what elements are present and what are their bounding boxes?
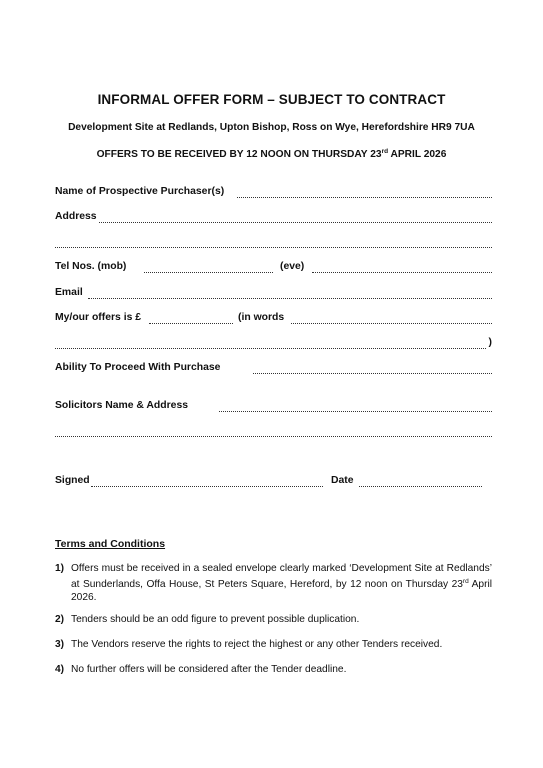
term-number: 4) bbox=[55, 664, 65, 675]
term-item bbox=[55, 638, 492, 652]
term-text: Tenders should be an odd figure to prevent possible duplication. bbox=[71, 614, 360, 625]
term-text: No further offers will be considered after the Tender deadline. bbox=[71, 664, 347, 675]
ability-field[interactable] bbox=[253, 373, 492, 374]
date-field[interactable] bbox=[359, 486, 482, 487]
offer-words-field[interactable] bbox=[291, 323, 492, 324]
purchaser-label: Name of Prospective Purchaser(s) bbox=[55, 186, 225, 197]
purchaser-row bbox=[55, 186, 492, 200]
term-number: 3) bbox=[55, 639, 65, 650]
deadline-ordinal: rd bbox=[381, 148, 389, 155]
ability-label: Ability To Proceed With Purchase bbox=[55, 362, 221, 373]
term-number: 2) bbox=[55, 614, 65, 625]
email-row bbox=[55, 287, 492, 301]
terms-heading: Terms and Conditions bbox=[55, 538, 166, 550]
form-title: INFORMAL OFFER FORM – SUBJECT TO CONTRACT bbox=[97, 92, 446, 107]
address-field[interactable] bbox=[99, 222, 492, 223]
term-item bbox=[55, 613, 492, 627]
date-label: Date bbox=[331, 475, 354, 486]
signed-label: Signed bbox=[55, 475, 90, 486]
offer-deadline bbox=[0, 148, 543, 160]
solicitors-row-2 bbox=[55, 425, 492, 439]
property-address: Development Site at Redlands, Upton Bishop, Ross on Wye, Herefordshire HR9 7UA bbox=[68, 122, 475, 133]
term-text: The Vendors reserve the rights to reject the highest or any other Tenders received. bbox=[71, 639, 443, 650]
offer-amount-field[interactable] bbox=[149, 323, 233, 324]
address-label: Address bbox=[55, 211, 97, 222]
tel-row bbox=[55, 261, 492, 275]
address-row bbox=[55, 211, 492, 225]
address-field-line-2[interactable] bbox=[55, 247, 492, 248]
tel-eve-label: (eve) bbox=[280, 261, 305, 272]
deadline-suffix: APRIL 2026 bbox=[388, 149, 447, 160]
ability-row bbox=[55, 362, 492, 376]
tel-mob-field[interactable] bbox=[144, 272, 273, 273]
signed-row bbox=[55, 475, 492, 489]
offer-label: My/our offers is £ bbox=[55, 312, 142, 323]
email-field[interactable] bbox=[88, 298, 492, 299]
term-ordinal: rd bbox=[462, 578, 469, 585]
solicitors-field-line-2[interactable] bbox=[55, 436, 492, 437]
close-paren: ) bbox=[488, 337, 492, 348]
signature-field[interactable] bbox=[91, 486, 323, 487]
deadline-prefix: OFFERS TO BE RECEIVED BY 12 NOON ON THURSDAY 23 bbox=[96, 149, 382, 160]
offer-words-field-line-2[interactable] bbox=[55, 348, 486, 349]
solicitors-label: Solicitors Name & Address bbox=[55, 400, 189, 411]
solicitors-row bbox=[55, 400, 492, 414]
term-text-part: April 2026. bbox=[71, 579, 492, 603]
offer-row-2 bbox=[55, 337, 492, 351]
email-label: Email bbox=[55, 287, 83, 298]
term-item bbox=[55, 562, 492, 602]
offer-row bbox=[55, 312, 492, 326]
address-row-2 bbox=[55, 236, 492, 250]
tel-mob-label: Tel Nos. (mob) bbox=[55, 261, 127, 272]
purchaser-field[interactable] bbox=[237, 197, 492, 198]
term-item bbox=[55, 663, 492, 677]
tel-eve-field[interactable] bbox=[312, 272, 492, 273]
term-text bbox=[71, 562, 492, 604]
in-words-label: (in words bbox=[238, 312, 285, 323]
term-text-part: Offers must be received in a sealed envelope clearly marked ‘Development Site at Redlands’ at Sunderlands, Offa House, St Peters Square, Hereford, by 12 noon on Thursday 23 bbox=[71, 563, 492, 590]
term-number: 1) bbox=[55, 563, 65, 574]
solicitors-field[interactable] bbox=[219, 411, 492, 412]
